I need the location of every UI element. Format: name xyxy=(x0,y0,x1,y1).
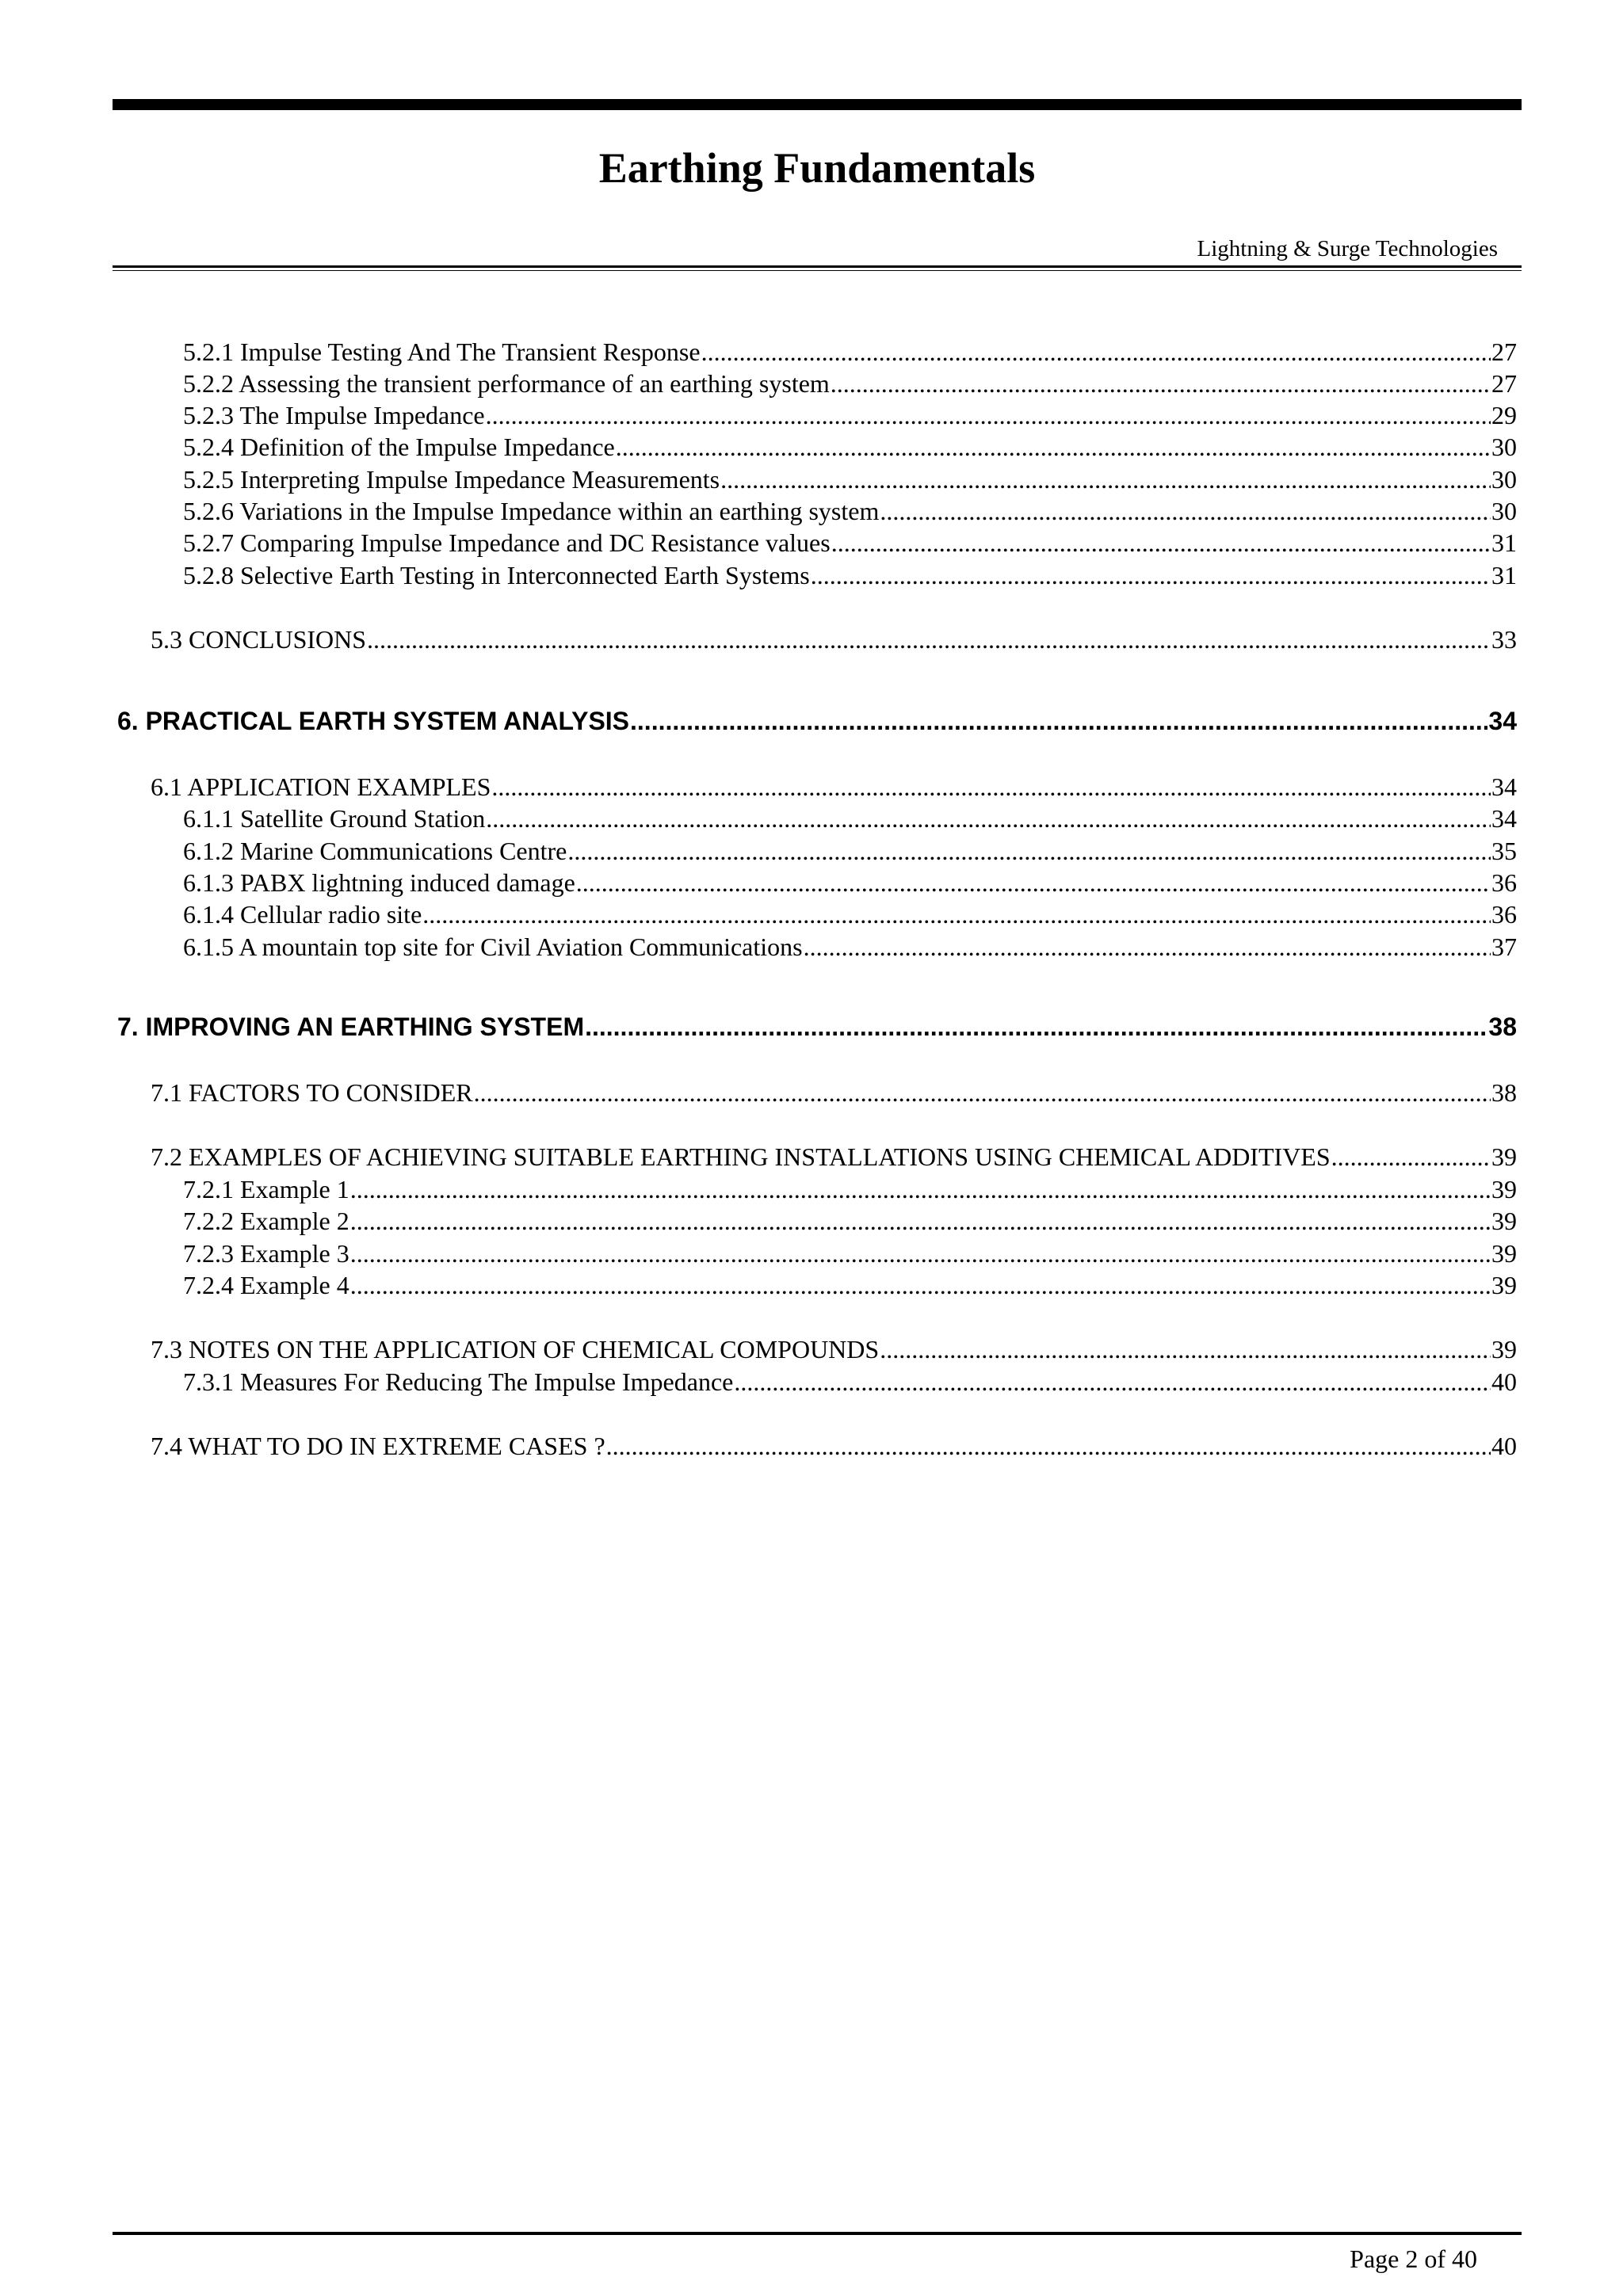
toc-leader-dots xyxy=(811,559,1491,591)
toc-leader-dots xyxy=(880,495,1491,527)
toc-entry-page: 34 xyxy=(1491,772,1517,801)
toc-leader-dots xyxy=(367,624,1491,655)
toc-leader-dots xyxy=(491,771,1491,803)
toc-entry-title: 5.2.1 Impulse Testing And The Transient Response xyxy=(183,338,701,366)
toc-leader-dots xyxy=(350,1269,1491,1301)
toc-entry-title: 5.2.7 Comparing Impulse Impedance and DC Resistance values xyxy=(183,528,831,557)
toc-entry-page: 30 xyxy=(1491,465,1517,494)
toc-leader-dots xyxy=(720,463,1491,495)
toc-leader-dots xyxy=(422,898,1491,930)
toc-entry-title: 7.2.3 Example 3 xyxy=(183,1239,349,1268)
toc-entry-title: 5.2.5 Interpreting Impulse Impedance Measurements xyxy=(183,465,720,494)
toc-entry-page: 39 xyxy=(1491,1271,1517,1299)
toc-entry[interactable] xyxy=(183,495,1517,527)
toc-entry-page: 40 xyxy=(1491,1367,1517,1396)
toc-entry-title: 6.1.2 Marine Communications Centre xyxy=(183,837,567,865)
toc-entry-title: 7.1 FACTORS TO CONSIDER xyxy=(151,1078,473,1107)
toc-leader-dots xyxy=(831,368,1491,399)
toc-entry[interactable] xyxy=(183,1269,1517,1301)
toc-entry[interactable] xyxy=(183,399,1517,431)
toc-chapter-entry[interactable] xyxy=(117,1011,1517,1043)
toc-entry-page: 30 xyxy=(1491,497,1517,525)
toc-entry-title: 6.1.1 Satellite Ground Station xyxy=(183,804,486,833)
header-top-rule xyxy=(113,99,1522,110)
toc-entry-page: 39 xyxy=(1491,1142,1517,1171)
toc-entry-page: 40 xyxy=(1491,1432,1517,1460)
toc-entry[interactable] xyxy=(151,1430,1517,1462)
toc-entry-page: 38 xyxy=(1488,1013,1517,1041)
toc-entry[interactable] xyxy=(151,624,1517,655)
toc-leader-dots xyxy=(486,399,1491,431)
toc-entry-page: 29 xyxy=(1491,401,1517,429)
toc-entry[interactable] xyxy=(183,527,1517,559)
toc-entry-title: 5.2.6 Variations in the Impulse Impedance within an earthing system xyxy=(183,497,880,525)
toc-entry-page: 27 xyxy=(1491,369,1517,398)
toc-entry-title: 6.1.5 A mountain top site for Civil Aviation Communications xyxy=(183,933,803,961)
toc-entry-title: 7.3 NOTES ON THE APPLICATION OF CHEMICAL COMPOUNDS xyxy=(151,1335,880,1363)
toc-entry-page: 39 xyxy=(1491,1335,1517,1363)
toc-entry-page: 36 xyxy=(1491,900,1517,929)
toc-leader-dots xyxy=(831,527,1491,559)
toc-entry-title: 7.4 WHAT TO DO IN EXTREME CASES ? xyxy=(151,1432,605,1460)
toc-leader-dots xyxy=(585,1011,1487,1043)
toc-leader-dots xyxy=(701,336,1491,368)
toc-entry-title: 5.2.2 Assessing the transient performance of an earthing system xyxy=(183,369,830,398)
toc-entry[interactable] xyxy=(183,431,1517,463)
toc-leader-dots xyxy=(734,1366,1491,1398)
toc-entry[interactable] xyxy=(183,867,1517,898)
toc-entry-title: 6.1.4 Cellular radio site xyxy=(183,900,422,929)
toc-entry-title: 7.3.1 Measures For Reducing The Impulse Impedance xyxy=(183,1367,734,1396)
toc-entry-page: 31 xyxy=(1491,528,1517,557)
toc-leader-dots xyxy=(350,1205,1491,1237)
toc-entry[interactable] xyxy=(183,931,1517,963)
toc-entry[interactable] xyxy=(151,1333,1517,1365)
toc-leader-dots xyxy=(350,1173,1491,1205)
toc-entry[interactable] xyxy=(151,771,1517,803)
toc-chapter-entry[interactable] xyxy=(117,705,1517,737)
toc-entry-title: 7.2.2 Example 2 xyxy=(183,1207,349,1235)
toc-entry-page: 30 xyxy=(1491,433,1517,461)
toc-leader-dots xyxy=(880,1333,1491,1365)
toc-entry[interactable] xyxy=(183,835,1517,867)
toc-entry-title: 7.2.4 Example 4 xyxy=(183,1271,349,1299)
toc-entry[interactable] xyxy=(183,368,1517,399)
toc-leader-dots xyxy=(804,931,1491,963)
toc-entry[interactable] xyxy=(183,463,1517,495)
toc-entry[interactable] xyxy=(183,1238,1517,1269)
toc-entry[interactable] xyxy=(151,1141,1517,1173)
toc-leader-dots xyxy=(486,803,1491,834)
document-title: Earthing Fundamentals xyxy=(598,144,1036,192)
toc-entry-page: 31 xyxy=(1491,561,1517,589)
toc-leader-dots xyxy=(474,1077,1491,1108)
toc-leader-dots xyxy=(576,867,1491,898)
toc-entry-page: 34 xyxy=(1491,804,1517,833)
toc-entry-title: 6.1.3 PABX lightning induced damage xyxy=(183,868,575,897)
toc-entry-page: 39 xyxy=(1491,1239,1517,1268)
toc-entry-title: 6.1 APPLICATION EXAMPLES xyxy=(151,772,491,801)
toc-entry-page: 38 xyxy=(1491,1078,1517,1107)
toc-entry-title: 7. IMPROVING AN EARTHING SYSTEM xyxy=(117,1013,585,1041)
page-number: Page 2 of 40 xyxy=(1350,2245,1477,2273)
toc-entry[interactable] xyxy=(183,898,1517,930)
toc-leader-dots xyxy=(567,835,1491,867)
toc-entry-title: 5.2.3 The Impulse Impedance xyxy=(183,401,485,429)
header-rule xyxy=(113,265,1522,268)
toc-entry-page: 35 xyxy=(1491,837,1517,865)
toc-entry-page: 27 xyxy=(1491,338,1517,366)
toc-entry-page: 33 xyxy=(1491,625,1517,654)
toc-entry-title: 5.3 CONCLUSIONS xyxy=(151,625,367,654)
toc-entry[interactable] xyxy=(183,1205,1517,1237)
toc-entry-page: 39 xyxy=(1491,1207,1517,1235)
toc-leader-dots xyxy=(350,1238,1491,1269)
toc-entry[interactable] xyxy=(183,1366,1517,1398)
toc-entry-title: 5.2.4 Definition of the Impulse Impedance xyxy=(183,433,615,461)
footer-rule xyxy=(113,2232,1522,2235)
toc-entry[interactable] xyxy=(183,1173,1517,1205)
toc-entry[interactable] xyxy=(183,336,1517,368)
toc-entry[interactable] xyxy=(183,559,1517,591)
toc-entry[interactable] xyxy=(183,803,1517,834)
header-rule-thin xyxy=(113,270,1522,271)
toc-entry-page: 36 xyxy=(1491,868,1517,897)
toc-leader-dots xyxy=(606,1430,1491,1462)
company-name: Lightning & Surge Technologies xyxy=(1197,236,1498,261)
toc-leader-dots xyxy=(630,705,1487,737)
toc-entry-title: 5.2.8 Selective Earth Testing in Interconnected Earth Systems xyxy=(183,561,810,589)
toc-entry[interactable] xyxy=(151,1077,1517,1108)
toc-entry-page: 37 xyxy=(1491,933,1517,961)
toc-entry-page: 34 xyxy=(1488,707,1517,735)
toc-entry-title: 6. PRACTICAL EARTH SYSTEM ANALYSIS xyxy=(117,707,630,735)
toc-entry-page: 39 xyxy=(1491,1175,1517,1203)
toc-entry-title: 7.2 EXAMPLES OF ACHIEVING SUITABLE EARTHING INSTALLATIONS USING CHEMICAL ADDITIVES xyxy=(151,1142,1331,1171)
toc-entry-title: 7.2.1 Example 1 xyxy=(183,1175,349,1203)
toc-leader-dots xyxy=(616,431,1491,463)
toc-leader-dots xyxy=(1331,1141,1491,1173)
